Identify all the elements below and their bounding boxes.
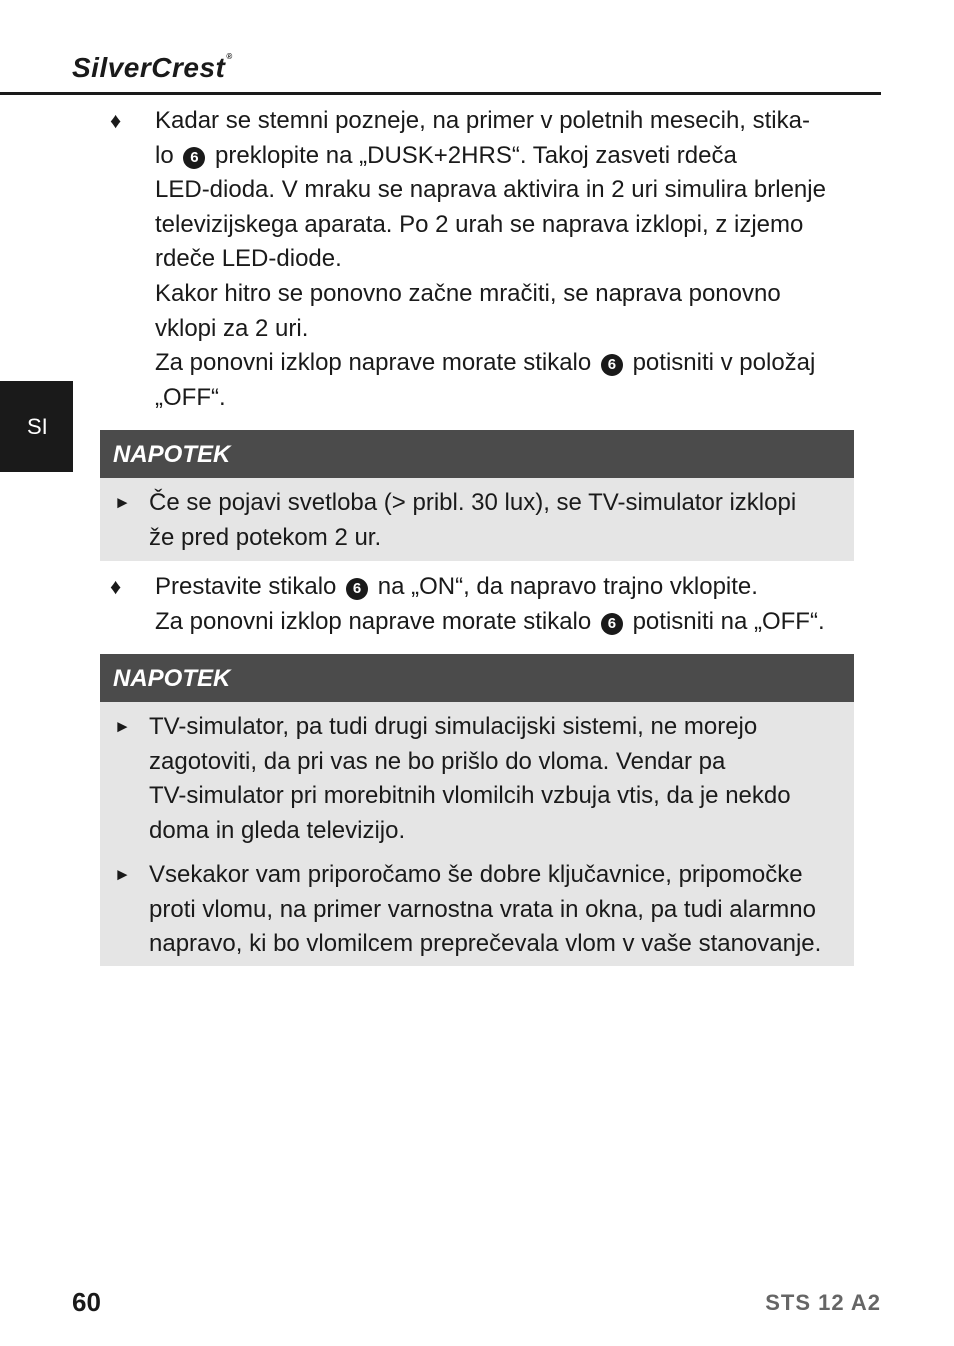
text-line: TV-simulator pri morebitnih vlomilcih vzbuja vtis, da je nekdo bbox=[149, 782, 791, 810]
text-line bbox=[155, 139, 855, 174]
text-line: Vsekakor vam priporočamo še dobre ključavnice, pripomočke bbox=[149, 861, 803, 888]
text-fragment: preklopite na „DUSK+2HRS“. Takoj zasveti rdeča bbox=[208, 141, 737, 169]
bullet-diamond-icon: ♦ bbox=[110, 574, 122, 599]
text-line: LED-dioda. V mraku se naprava aktivira in 2 uri simulira brlenje bbox=[155, 176, 826, 204]
text-fragment: Prestavite stikalo bbox=[155, 573, 344, 600]
text-line: Kadar se stemni pozneje, na primer v poletnih mesecih, stika- bbox=[155, 107, 810, 134]
text-line: zagotoviti, da pri vas ne bo prišlo do vloma. Vendar pa bbox=[149, 747, 726, 775]
language-tab-label: SI bbox=[27, 414, 48, 439]
brand-logo: SilverCrest® bbox=[72, 52, 233, 83]
text-fragment: Za ponovni izklop naprave morate stikalo bbox=[155, 349, 598, 377]
text-line: napravo, ki bo vlomilcem preprečevala vlom v vaše stanovanje. bbox=[149, 930, 822, 958]
text-fragment: na „ON“, da napravo trajno vklopite. bbox=[371, 573, 758, 600]
text-line bbox=[155, 346, 855, 381]
note-box bbox=[100, 430, 854, 561]
switch-number-badge: 6 bbox=[183, 147, 205, 169]
note-text bbox=[149, 486, 844, 555]
text-fragment: lo bbox=[155, 141, 181, 169]
text-line bbox=[155, 570, 855, 605]
header-rule bbox=[0, 92, 881, 95]
note-title: NAPOTEK bbox=[100, 654, 854, 702]
arrow-bullet-icon: ► bbox=[114, 865, 131, 884]
text-line: televizijskega aparata. Po 2 urah se naprava izklopi, z izjemo bbox=[155, 210, 804, 238]
arrow-bullet-icon: ► bbox=[114, 493, 131, 512]
text-line: Če se pojavi svetloba (> pribl. 30 lux), se TV-simulator izklopi bbox=[149, 489, 797, 516]
switch-number-badge: 6 bbox=[601, 613, 623, 635]
note-title: NAPOTEK bbox=[100, 430, 854, 478]
language-tab bbox=[0, 381, 73, 472]
instruction-on bbox=[155, 570, 855, 639]
text-fragment: Za ponovni izklop naprave morate stikalo bbox=[155, 607, 598, 635]
text-line: doma in gleda televizijo. bbox=[149, 816, 406, 844]
note-text bbox=[149, 858, 844, 962]
registered-mark: ® bbox=[226, 52, 233, 61]
text-line: vklopi za 2 uri. bbox=[155, 314, 309, 342]
text-line: Kakor hitro se ponovno začne mračiti, se naprava ponovno bbox=[155, 279, 781, 307]
note-text bbox=[149, 710, 844, 848]
text-line bbox=[155, 605, 855, 640]
text-line: proti vlomu, na primer varnostna vrata in okna, pa tudi alarmno bbox=[149, 895, 816, 923]
model-number: STS 12 A2 bbox=[765, 1290, 881, 1315]
text-line: že pred potekom 2 ur. bbox=[149, 523, 382, 551]
arrow-bullet-icon: ► bbox=[114, 717, 131, 736]
switch-number-badge: 6 bbox=[601, 354, 623, 376]
text-line: rdeče LED-diode. bbox=[155, 245, 342, 273]
text-line: TV-simulator, pa tudi drugi simulacijski sistemi, ne morejo bbox=[149, 713, 758, 740]
bullet-diamond-icon: ♦ bbox=[110, 108, 122, 133]
switch-number-badge: 6 bbox=[346, 578, 368, 600]
note-box bbox=[100, 654, 854, 966]
text-line: „OFF“. bbox=[155, 383, 226, 411]
instruction-dusk bbox=[155, 104, 855, 415]
text-fragment: potisniti v položaj bbox=[625, 349, 816, 377]
text-fragment: potisniti na „OFF“. bbox=[625, 607, 825, 635]
page-number: 60 bbox=[72, 1287, 101, 1317]
